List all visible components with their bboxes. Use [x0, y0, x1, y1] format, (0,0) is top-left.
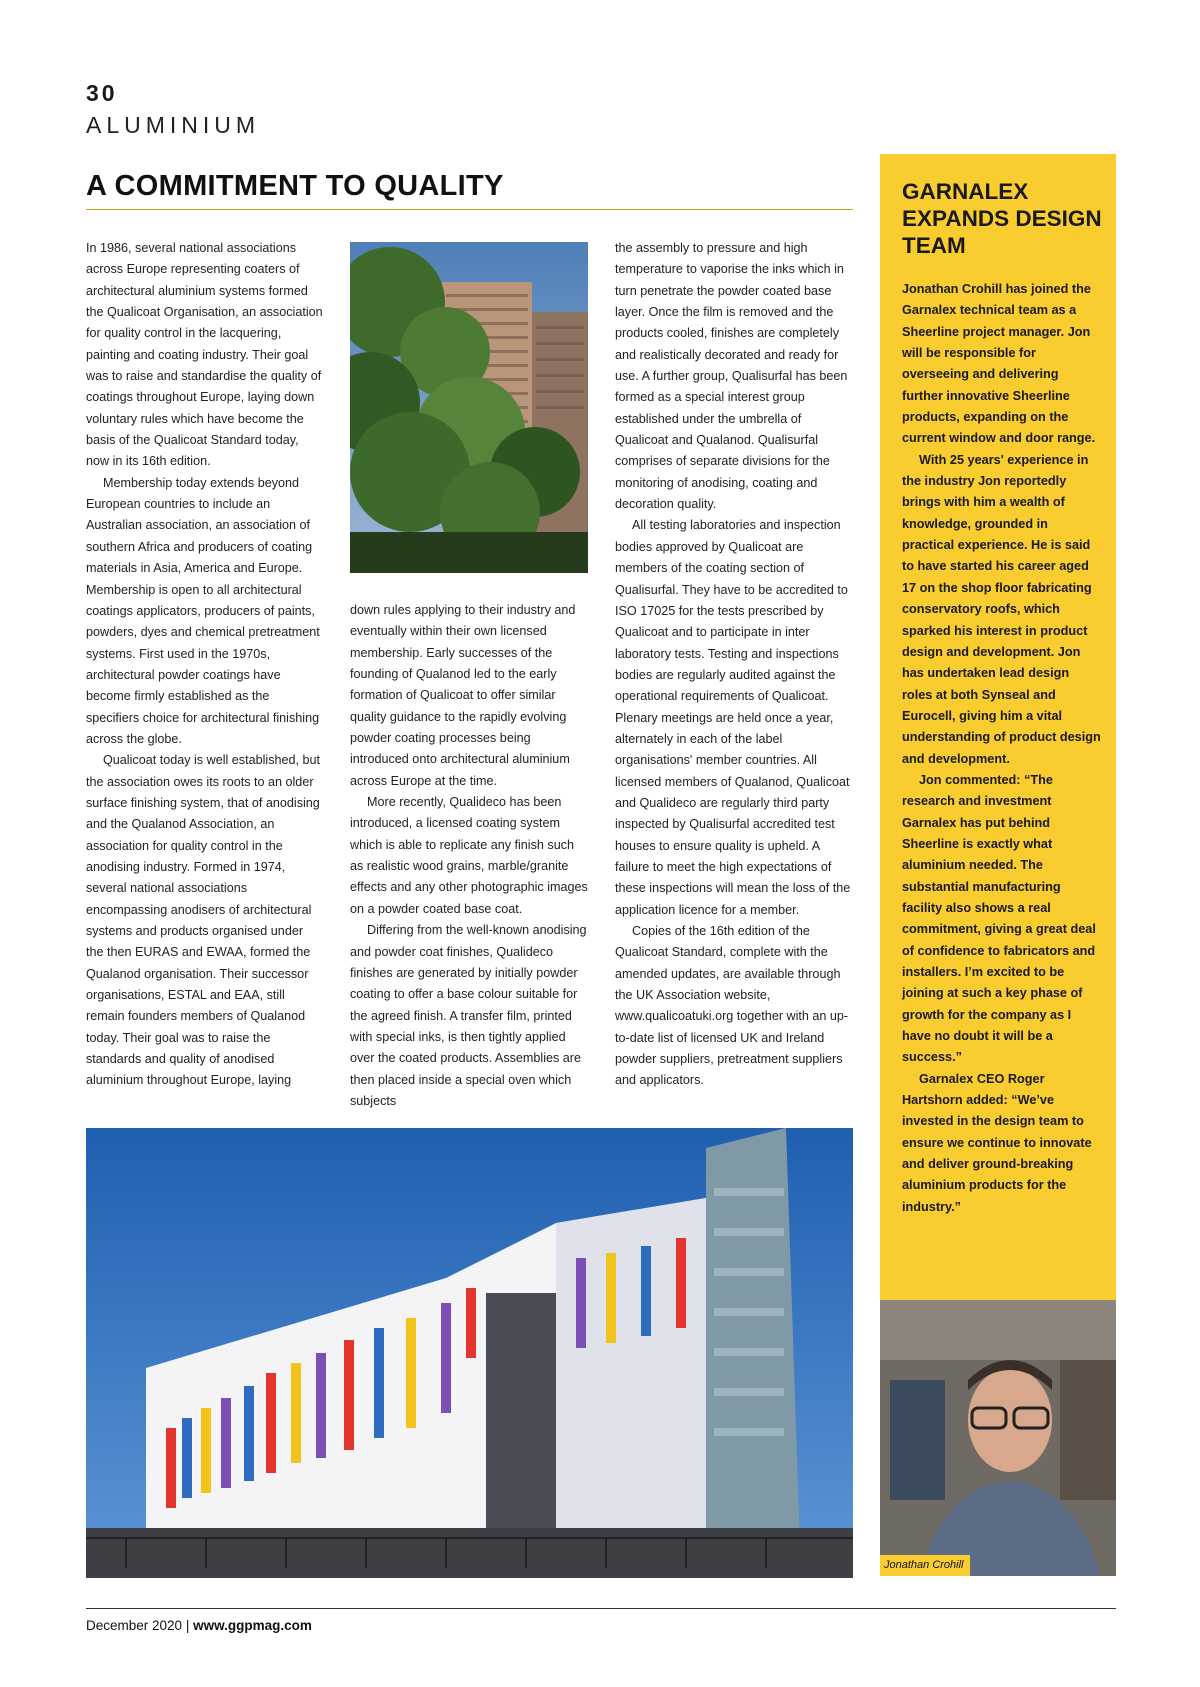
- sidebar-paragraph: Garnalex CEO Roger Hartshorn added: “We’ve invested in the design team to ensure we continue to innovate and deliver ground-breaking aluminium products for the industry.”: [902, 1071, 1092, 1214]
- sidebar-paragraph: Jonathan Crohill has joined the Garnalex technical team as a Sheerline project manager. Jon will be responsible for overseeing and delivering further innovative Sheerline products, expanding on the current window and door range.: [902, 282, 1096, 446]
- footer-date: December 2020: [86, 1618, 183, 1633]
- paragraph: Differing from the well-known anodising and powder coat finishes, Qualideco finishes are generated by initially powder coating to offer a base colour suitable for the agreed finish. A transfer film, printed with special inks, is then tightly applied over the coated products. Assemblies are then placed inside a special oven which subjects: [350, 923, 587, 1108]
- paragraph: All testing laboratories and inspection bodies approved by Qualicoat are members of the coating section of Qualisurfal. They have to be accredited to ISO 17025 for the tests prescribed by Qualicoat and to participate in inter laboratory tests. Testing and inspections bodies are regularly audited against the operational requirements of Qualicoat. Plenary meetings are held once a year, alternately in each of the label organisations' member countries. All licensed members of Qualanod, Qualicoat and Qualideco are regularly third party inspected by Qualisurfal accredited test houses to ensure quality is upheld. A failure to meet the high expectations of these inspections will mean the loss of the application licence for a member.: [615, 518, 851, 917]
- tower-photo: [350, 242, 588, 573]
- footer-url[interactable]: www.ggpmag.com: [193, 1618, 312, 1633]
- article-headline: A COMMITMENT TO QUALITY: [86, 170, 504, 202]
- paragraph: down rules applying to their industry and eventually within their own licensed membership. Early successes of the founding of Qualanod led to the early formation of Qualicoat to offer similar quality guidance to the rapidly evolving powder coating processes being introduced onto architectural aluminium across Europe at the time.: [350, 603, 576, 788]
- portrait-photo: [880, 1300, 1116, 1576]
- portrait-caption: Jonathan Crohill: [880, 1555, 970, 1576]
- sidebar-title: GARNALEX EXPANDS DESIGN TEAM: [902, 179, 1102, 258]
- page-number: 30: [86, 80, 118, 106]
- paragraph: Membership today extends beyond European countries to include an Australian association, an association of southern Africa and producers of coating materials in Asia, America and Europe. Membership is open to all architectural coatings applicators, producers of paints, powders, dyes and chemical pretreatment systems. First used in the 1970s, architectural powder coatings have become firmly established as the specifiers choice for architectural finishing across the globe.: [86, 475, 320, 746]
- paragraph: In 1986, several national associations across Europe representing coaters of architectural aluminium systems formed the Qualicoat Organisation, an association for quality control in the lacquering, painting and coating industry. Their goal was to raise and standardise the quality of coatings throughout Europe, laying down voluntary rules which have become the basis of the Qualicoat Standard today, now in its 16th edition.: [86, 241, 323, 469]
- section-title: ALUMINIUM: [86, 112, 261, 138]
- footer: [86, 1618, 312, 1633]
- paragraph: Qualicoat today is well established, but the association owes its roots to an older surface finishing system, that of anodising and the Qualanod Association, an association for quality control in the anodising industry. Formed in 1974, several national associations encompassing anodisers of architectural systems and products organised under the then EURAS and EWAA, formed the Qualanod organisation. Their successor organisations, ESTAL and EAA, still remain founders members of Qualanod today. Their goal was to raise the standards and quality of anodised aluminium throughout Europe, laying: [86, 753, 321, 1088]
- sidebar-paragraph: Jon commented: “The research and investment Garnalex has put behind Sheerline is exactly what aluminium needed. The substantial manufacturing facility also shows a real commitment, giving a great deal of confidence to fabricators and installers. I’m excited to be joining at such a key phase of growth for the company as I have no doubt it will be a success.”: [902, 772, 1096, 1065]
- building-photo: [86, 1128, 853, 1578]
- article-column-3: [615, 238, 853, 1092]
- sidebar-box: [880, 154, 1116, 1576]
- paragraph: More recently, Qualideco has been introduced, a licensed coating system which is able to replicate any finish such as realistic wood grains, marble/granite effects and any other photographic images on a powder coated base coat.: [350, 795, 588, 916]
- footer-rule: [86, 1608, 1116, 1609]
- sidebar-paragraph: With 25 years' experience in the industry Jon reportedly brings with him a wealth of knowledge, grounded in practical experience. He is said to have started his career aged 17 on the shop floor fabricating conservatory roofs, which sparked his interest in product design and development. Jon has undertaken lead design roles at both Synseal and Eurocell, giving him a vital understanding of product design and development.: [902, 452, 1101, 766]
- article-column-2: [350, 600, 588, 1112]
- headline-rule: [86, 209, 853, 210]
- paragraph: Copies of the 16th edition of the Qualicoat Standard, complete with the amended updates, are available through the UK Association website, www.qualicoatuki.org together with an up-to-date list of licensed UK and Ireland powder suppliers, pretreatment suppliers and applicators.: [615, 924, 849, 1088]
- article-column-1: [86, 238, 324, 1092]
- sidebar-text: [902, 279, 1102, 1218]
- footer-separator: |: [185, 1618, 190, 1633]
- paragraph: the assembly to pressure and high temperature to vaporise the inks which in turn penetrate the powder coated base layer. Once the film is removed and the products cooled, finishes are completely and realistically decorated and ready for use. A further group, Qualisurfal has been formed as a special interest group established under the umbrella of Qualicoat and Qualanod. Qualisurfal comprises of separate divisions for the monitoring of anodising, coating and decoration quality.: [615, 241, 848, 512]
